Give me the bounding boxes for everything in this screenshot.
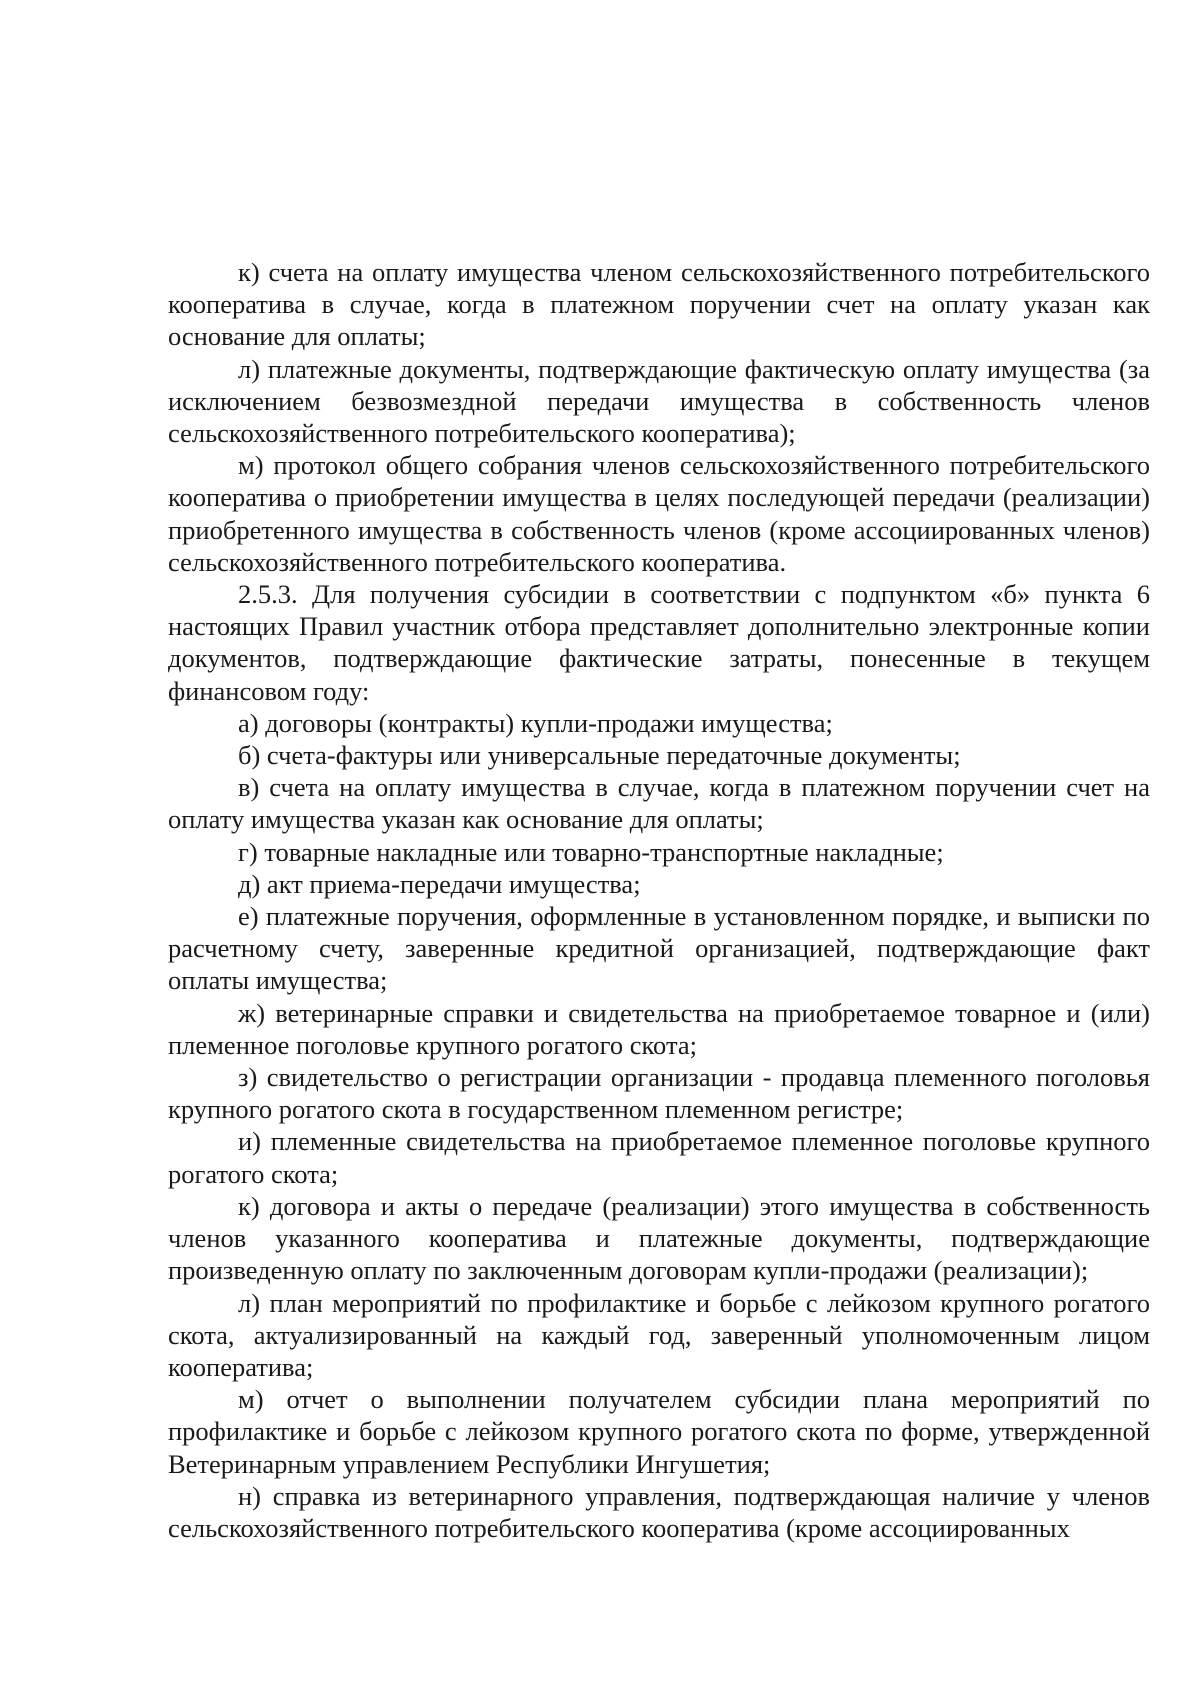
list-item-z: з) свидетельство о регистрации организации - продавца племенного поголовья крупного рогатого скота в государственном племенном регистре; [168,1062,1150,1125]
list-item-n: н) справка из ветеринарного управления, подтверждающая наличие у членов сельскохозяйственного потребительского кооператива (кроме ассоциированных [168,1480,1150,1543]
list-item-b: б) счета-фактуры или универсальные передаточные документы; [238,740,961,771]
paragraph-m-meeting-protocol: м) протокол общего собрания членов сельскохозяйственного потребительского кооператива о приобретении имущества в целях последующей передачи (реализации) приобретенного имущества в собственность членов (кроме ассоциированных членов) сельскохозяйственного потребительского кооператива. [168,450,1150,577]
list-item-l: л) план мероприятий по профилактике и борьбе с лейкозом крупного рогатого скота, актуализированный на каждый год, заверенный уполномоченным лицом кооператива; [168,1287,1150,1382]
list-item-a: а) договоры (контракты) купли-продажи имущества; [238,707,833,738]
list-item-i: и) племенные свидетельства на приобретаемое племенное поголовье крупного рогатого скота; [168,1126,1150,1189]
document-body [168,256,1150,1544]
list-item-zh: ж) ветеринарные справки и свидетельства на приобретаемое товарное и (или) племенное поголовье крупного рогатого скота; [168,997,1150,1060]
list-item-e: е) платежные поручения, оформленные в установленном порядке, и выписки по расчетному счету, заверенные кредитной организацией, подтверждающие факт оплаты имущества; [168,901,1150,996]
list-item-d: д) акт приема-передачи имущества; [238,868,641,899]
paragraph-k-invoices: к) счета на оплату имущества членом сельскохозяйственного потребительского кооператива в случае, когда в платежном поручении счет на оплату указан как основание для оплаты; [168,257,1150,352]
list-item-g: г) товарные накладные или товарно-транспортные накладные; [238,836,944,867]
list-item-k: к) договора и акты о передаче (реализации) этого имущества в собственность членов указанного кооператива и платежные документы, подтверждающие произведенную оплату по заключенным договорам купли-продажи (реализации); [168,1190,1150,1286]
paragraph-l-payment-documents: л) платежные документы, подтверждающие фактическую оплату имущества (за исключением безвозмездной передачи имущества в собственность членов сельскохозяйственного потребительского кооператива); [168,353,1150,449]
paragraph-2-5-3: 2.5.3. Для получения субсидии в соответствии с подпунктом «б» пункта 6 настоящих Правил участник отбора представляет дополнительно электронные копии документов, подтверждающие фактические затраты, понесенные в текущем финансовом году: [168,579,1150,706]
list-item-m: м) отчет о выполнении получателем субсидии плана мероприятий по профилактике и борьбе с лейкозом крупного рогатого скота по форме, утвержденной Ветеринарным управлением Республики Ингушетия; [168,1384,1150,1479]
list-item-v: в) счета на оплату имущества в случае, когда в платежном поручении счет на оплату имущества указан как основание для оплаты; [168,772,1150,835]
